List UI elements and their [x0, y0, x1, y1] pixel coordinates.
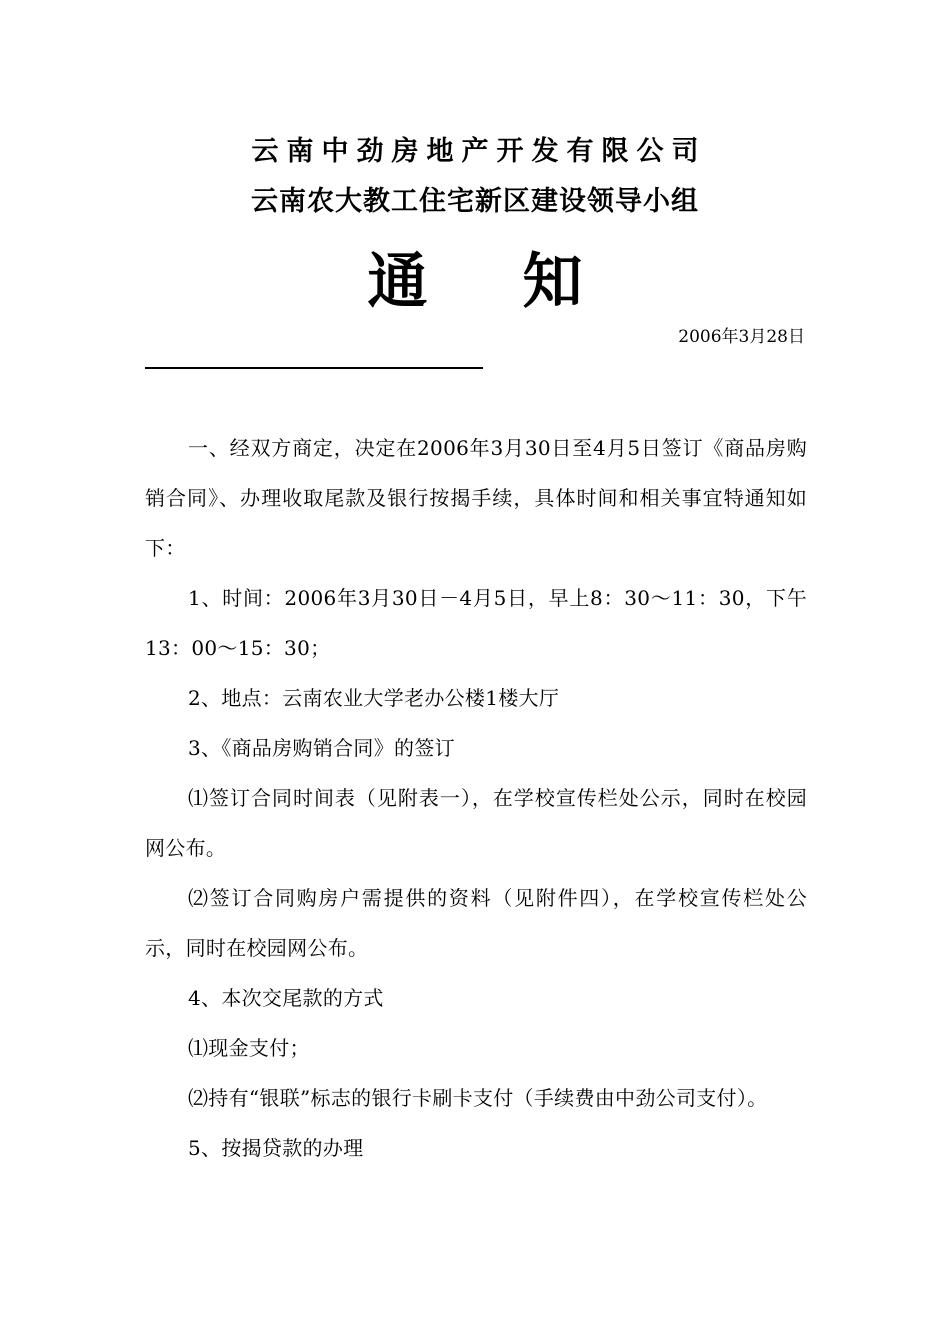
paragraph-contract-signing: 3、《商品房购销合同》的签订: [188, 736, 455, 760]
paragraph-cash-payment: ⑴现金支付；: [188, 1036, 310, 1060]
paragraph-card-payment: ⑵持有“银联”标志的银行卡刷卡支付（手续费由中劲公司支付）。: [188, 1086, 768, 1110]
paragraph-location: 2、地点：云南农业大学老办公楼1楼大厅: [188, 686, 560, 710]
notice-body: [145, 423, 807, 1173]
paragraph-mortgage: 5、按揭贷款的办理: [188, 1136, 364, 1160]
paragraph-time: 1、时间：2006年3月30日－4月5日，早上8：30～11：30，下午13：00～15：30；: [145, 586, 807, 660]
paragraph-signing-schedule: ⑴签订合同时间表（见附表一），在学校宣传栏处公示，同时在校园网公布。: [145, 786, 807, 860]
leading-group-name: 云南农大教工住宅新区建设领导小组: [251, 186, 699, 217]
organization-name: 云南中劲房地产开发有限公司: [251, 136, 707, 167]
notice-title: 通知: [367, 247, 678, 317]
notice-date: 2006年3月28日: [678, 327, 805, 347]
header-divider: [145, 367, 483, 369]
paragraph-payment-methods: 4、本次交尾款的方式: [188, 986, 384, 1010]
paragraph-intro: 一、经双方商定，决定在2006年3月30日至4月5日签订《商品房购销合同》、办理收取尾款及银行按揭手续，具体时间和相关事宜特通知如下：: [145, 436, 807, 560]
paragraph-required-documents: ⑵签订合同购房户需提供的资料（见附件四），在学校宣传栏处公示，同时在校园网公布。: [145, 886, 807, 960]
